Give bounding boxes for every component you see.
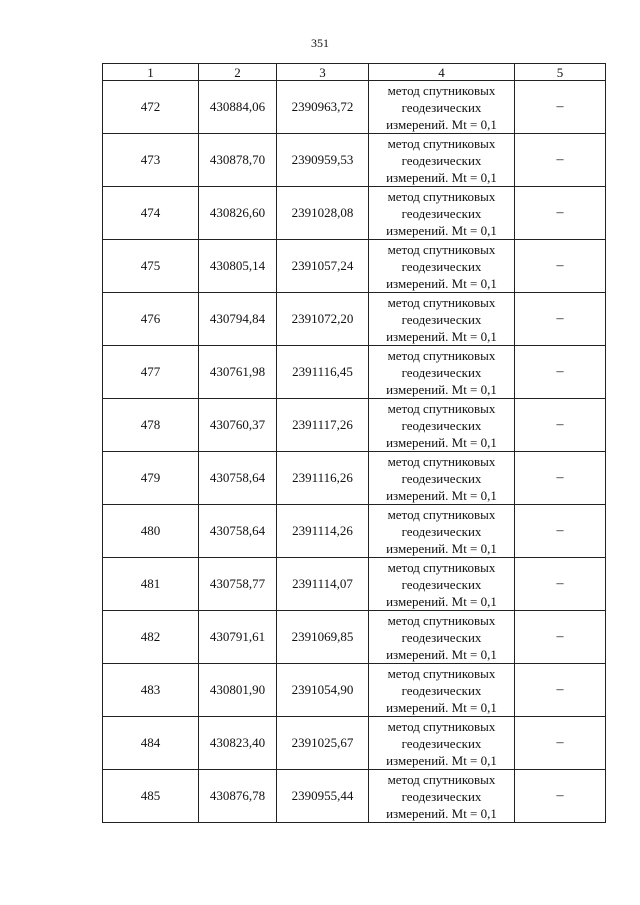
note-cell: –	[515, 187, 606, 240]
point-number-cell: 478	[103, 399, 199, 452]
method-line: метод спутниковых	[387, 718, 496, 734]
note-cell: –	[515, 664, 606, 717]
note-cell: –	[515, 240, 606, 293]
column-header-5: 5	[515, 64, 606, 81]
method-line: геодезических	[401, 788, 482, 804]
method-cell	[369, 452, 515, 505]
method-line: измерений. Mt = 0,1	[386, 699, 497, 715]
table-row	[103, 611, 606, 664]
method-cell	[369, 240, 515, 293]
y-coordinate-cell: 2391069,85	[277, 611, 369, 664]
note-cell: –	[515, 81, 606, 134]
method-cell	[369, 134, 515, 187]
point-number-cell: 472	[103, 81, 199, 134]
method-line: измерений. Mt = 0,1	[386, 805, 497, 821]
method-line: измерений. Mt = 0,1	[386, 752, 497, 768]
method-line: метод спутниковых	[387, 82, 496, 98]
table-row	[103, 187, 606, 240]
method-line: метод спутниковых	[387, 294, 496, 310]
column-header-1: 1	[103, 64, 199, 81]
table-row	[103, 240, 606, 293]
method-line: геодезических	[401, 523, 482, 539]
method-line: геодезических	[401, 99, 482, 115]
y-coordinate-cell: 2390959,53	[277, 134, 369, 187]
x-coordinate-cell: 430805,14	[199, 240, 277, 293]
method-line: измерений. Mt = 0,1	[386, 275, 497, 291]
method-line: измерений. Mt = 0,1	[386, 222, 497, 238]
table-row	[103, 717, 606, 770]
column-header-4: 4	[369, 64, 515, 81]
method-cell	[369, 505, 515, 558]
y-coordinate-cell: 2391028,08	[277, 187, 369, 240]
table-row	[103, 452, 606, 505]
method-line: геодезических	[401, 682, 482, 698]
x-coordinate-cell: 430758,77	[199, 558, 277, 611]
method-line: геодезических	[401, 205, 482, 221]
table-body	[103, 81, 606, 823]
method-line: геодезических	[401, 576, 482, 592]
table-row	[103, 346, 606, 399]
x-coordinate-cell: 430878,70	[199, 134, 277, 187]
method-line: измерений. Mt = 0,1	[386, 646, 497, 662]
point-number-cell: 484	[103, 717, 199, 770]
table-row	[103, 664, 606, 717]
method-line: геодезических	[401, 470, 482, 486]
method-cell	[369, 664, 515, 717]
x-coordinate-cell: 430758,64	[199, 505, 277, 558]
x-coordinate-cell: 430760,37	[199, 399, 277, 452]
method-line: измерений. Mt = 0,1	[386, 169, 497, 185]
note-cell: –	[515, 452, 606, 505]
note-cell: –	[515, 399, 606, 452]
method-cell	[369, 611, 515, 664]
method-line: метод спутниковых	[387, 665, 496, 681]
note-cell: –	[515, 134, 606, 187]
table-row	[103, 81, 606, 134]
point-number-cell: 482	[103, 611, 199, 664]
table-row	[103, 558, 606, 611]
method-line: геодезических	[401, 364, 482, 380]
y-coordinate-cell: 2391114,26	[277, 505, 369, 558]
note-cell: –	[515, 717, 606, 770]
method-cell	[369, 187, 515, 240]
method-line: измерений. Mt = 0,1	[386, 540, 497, 556]
table-row	[103, 134, 606, 187]
method-cell	[369, 770, 515, 823]
x-coordinate-cell: 430761,98	[199, 346, 277, 399]
y-coordinate-cell: 2391117,26	[277, 399, 369, 452]
method-line: измерений. Mt = 0,1	[386, 381, 497, 397]
y-coordinate-cell: 2391057,24	[277, 240, 369, 293]
point-number-cell: 476	[103, 293, 199, 346]
x-coordinate-cell: 430791,61	[199, 611, 277, 664]
coordinates-table	[102, 63, 606, 823]
point-number-cell: 477	[103, 346, 199, 399]
column-header-2: 2	[199, 64, 277, 81]
x-coordinate-cell: 430794,84	[199, 293, 277, 346]
point-number-cell: 474	[103, 187, 199, 240]
point-number-cell: 483	[103, 664, 199, 717]
table-row	[103, 399, 606, 452]
method-line: геодезических	[401, 629, 482, 645]
note-cell: –	[515, 505, 606, 558]
method-line: метод спутниковых	[387, 188, 496, 204]
column-header-3: 3	[277, 64, 369, 81]
page-number: 351	[311, 36, 329, 50]
note-cell: –	[515, 770, 606, 823]
method-line: метод спутниковых	[387, 612, 496, 628]
point-number-cell: 479	[103, 452, 199, 505]
y-coordinate-cell: 2391116,45	[277, 346, 369, 399]
method-cell	[369, 81, 515, 134]
point-number-cell: 481	[103, 558, 199, 611]
point-number-cell: 475	[103, 240, 199, 293]
x-coordinate-cell: 430823,40	[199, 717, 277, 770]
point-number-cell: 473	[103, 134, 199, 187]
method-cell	[369, 346, 515, 399]
y-coordinate-cell: 2391054,90	[277, 664, 369, 717]
method-cell	[369, 717, 515, 770]
method-line: метод спутниковых	[387, 506, 496, 522]
method-line: измерений. Mt = 0,1	[386, 434, 497, 450]
method-cell	[369, 558, 515, 611]
method-line: геодезических	[401, 258, 482, 274]
method-line: геодезических	[401, 417, 482, 433]
method-line: метод спутниковых	[387, 559, 496, 575]
table-header-row	[103, 64, 606, 81]
note-cell: –	[515, 611, 606, 664]
y-coordinate-cell: 2391116,26	[277, 452, 369, 505]
y-coordinate-cell: 2390963,72	[277, 81, 369, 134]
method-line: геодезических	[401, 311, 482, 327]
note-cell: –	[515, 346, 606, 399]
x-coordinate-cell: 430758,64	[199, 452, 277, 505]
method-line: измерений. Mt = 0,1	[386, 116, 497, 132]
table-row	[103, 770, 606, 823]
point-number-cell: 480	[103, 505, 199, 558]
x-coordinate-cell: 430826,60	[199, 187, 277, 240]
method-cell	[369, 293, 515, 346]
x-coordinate-cell: 430876,78	[199, 770, 277, 823]
y-coordinate-cell: 2391025,67	[277, 717, 369, 770]
method-line: измерений. Mt = 0,1	[386, 328, 497, 344]
method-line: метод спутниковых	[387, 241, 496, 257]
y-coordinate-cell: 2391114,07	[277, 558, 369, 611]
y-coordinate-cell: 2390955,44	[277, 770, 369, 823]
method-line: метод спутниковых	[387, 453, 496, 469]
method-line: метод спутниковых	[387, 347, 496, 363]
note-cell: –	[515, 293, 606, 346]
method-line: геодезических	[401, 735, 482, 751]
table-row	[103, 505, 606, 558]
y-coordinate-cell: 2391072,20	[277, 293, 369, 346]
method-line: измерений. Mt = 0,1	[386, 593, 497, 609]
x-coordinate-cell: 430884,06	[199, 81, 277, 134]
note-cell: –	[515, 558, 606, 611]
method-line: метод спутниковых	[387, 400, 496, 416]
method-line: метод спутниковых	[387, 771, 496, 787]
method-line: измерений. Mt = 0,1	[386, 487, 497, 503]
table-row	[103, 293, 606, 346]
point-number-cell: 485	[103, 770, 199, 823]
method-cell	[369, 399, 515, 452]
method-line: геодезических	[401, 152, 482, 168]
method-line: метод спутниковых	[387, 135, 496, 151]
x-coordinate-cell: 430801,90	[199, 664, 277, 717]
